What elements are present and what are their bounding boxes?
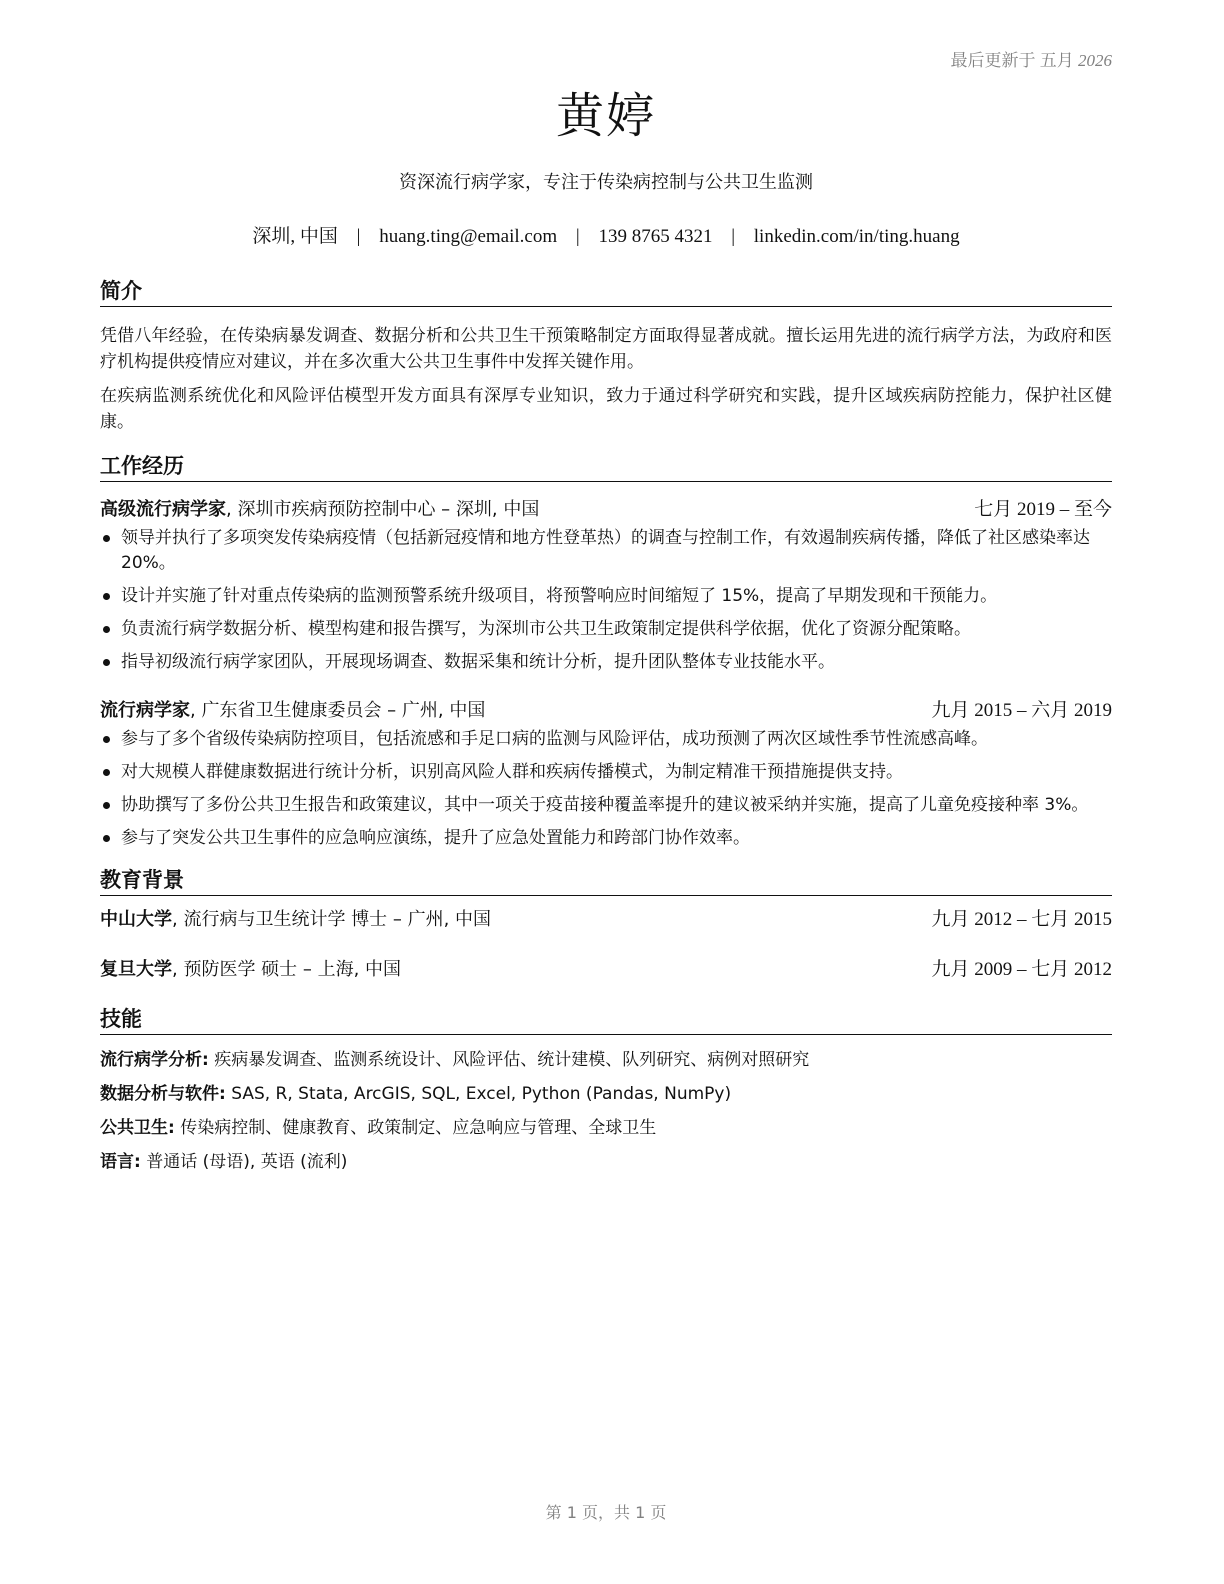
skill-value: 普通话 (母语), 英语 (流利) [140, 1152, 348, 1172]
job-title: 流行病学家 [100, 700, 190, 721]
skill-row [100, 1115, 1112, 1141]
contact-location: 深圳, 中国 [252, 226, 338, 247]
section-title-summary: 简介 [100, 276, 1112, 307]
contact-line [100, 223, 1112, 251]
job-organization: , 深圳市疾病预防控制中心 – 深圳, 中国 [226, 499, 540, 520]
section-title-skills: 技能 [100, 1004, 1112, 1035]
job-bullet: 指导初级流行病学家团队，开展现场调查、数据采集和统计分析，提升团队整体专业技能水平。 [100, 650, 1112, 675]
contact-separator: | [575, 226, 580, 247]
contact-separator: | [731, 226, 736, 247]
education-detail: , 预防医学 硕士 – 上海, 中国 [172, 959, 402, 980]
contact-linkedin[interactable]: linkedin.com/in/ting.huang [753, 226, 960, 247]
skill-row [100, 1047, 1112, 1073]
job-bullet: 参与了突发公共卫生事件的应急响应演练，提升了应急处置能力和跨部门协作效率。 [100, 826, 1112, 851]
contact-phone[interactable]: 139 8765 4321 [598, 226, 713, 247]
job-role-org [100, 496, 539, 524]
skill-label: 数据分析与软件: [100, 1084, 226, 1104]
education-school: 复旦大学 [100, 959, 172, 980]
education-entry [100, 906, 1112, 934]
section-title-experience: 工作经历 [100, 451, 1112, 482]
job-entry [100, 496, 1112, 675]
job-dates: 九月 2015 – 六月 2019 [931, 700, 1112, 721]
education-detail: , 流行病与卫生统计学 博士 – 广州, 中国 [172, 909, 492, 930]
skill-value: 传染病控制、健康教育、政策制定、应急响应与管理、全球卫生 [174, 1118, 657, 1138]
education-entry [100, 956, 1112, 984]
job-bullet: 负责流行病学数据分析、模型构建和报告撰写，为深圳市公共卫生政策制定提供科学依据，优化了资源分配策略。 [100, 617, 1112, 642]
summary-paragraph: 凭借八年经验，在传染病暴发调查、数据分析和公共卫生干预策略制定方面取得显著成就。擅长运用先进的流行病学方法，为政府和医疗机构提供疫情应对建议，并在多次重大公共卫生事件中发挥关键作用。 [100, 326, 1112, 372]
candidate-name: 黄婷 [555, 88, 656, 144]
job-header [100, 496, 1112, 524]
skill-label: 公共卫生: [100, 1118, 175, 1138]
job-dates: 七月 2019 – 至今 [974, 499, 1112, 520]
education-school-degree [100, 906, 491, 934]
job-bullet: 设计并实施了针对重点传染病的监测预警系统升级项目，将预警响应时间缩短了 15%，提高了早期发现和干预能力。 [100, 584, 1112, 609]
education-school-degree [100, 956, 401, 984]
resume-body [100, 276, 1112, 1183]
skill-row [100, 1081, 1112, 1107]
skill-value: SAS, R, Stata, ArcGIS, SQL, Excel, Python (Pandas, NumPy) [225, 1084, 732, 1104]
job-header [100, 697, 1112, 725]
last-updated [951, 46, 1113, 71]
page-footer: 第 1 页，共 1 页 [545, 1503, 667, 1522]
job-organization: , 广东省卫生健康委员会 – 广州, 中国 [190, 700, 486, 721]
job-role-org [100, 697, 485, 725]
education-dates: 九月 2009 – 七月 2012 [931, 959, 1112, 980]
job-entry [100, 697, 1112, 851]
section-title-education: 教育背景 [100, 865, 1112, 896]
candidate-headline: 资深流行病学家，专注于传染病控制与公共卫生监测 [399, 172, 813, 193]
job-bullet: 协助撰写了多份公共卫生报告和政策建议，其中一项关于疫苗接种覆盖率提升的建议被采纳并实施，提高了儿童免疫接种率 3%。 [100, 793, 1112, 818]
contact-separator: | [356, 226, 361, 247]
job-title: 高级流行病学家 [100, 499, 226, 520]
skill-label: 流行病学分析: [100, 1050, 209, 1070]
education-dates: 九月 2012 – 七月 2015 [931, 909, 1112, 930]
skill-label: 语言: [100, 1152, 141, 1172]
last-updated-label: 最后更新于 五月 [950, 51, 1074, 70]
skill-row [100, 1149, 1112, 1175]
last-updated-year: 2026 [1078, 51, 1112, 70]
education-school: 中山大学 [100, 909, 172, 930]
contact-email[interactable]: huang.ting@email.com [379, 226, 558, 247]
job-bullet: 对大规模人群健康数据进行统计分析，识别高风险人群和疾病传播模式，为制定精准干预措施提供支持。 [100, 760, 1112, 785]
summary-paragraph: 在疾病监测系统优化和风险评估模型开发方面具有深厚专业知识，致力于通过科学研究和实践，提升区域疾病防控能力，保护社区健康。 [100, 386, 1112, 432]
job-bullets [100, 526, 1112, 675]
job-bullet: 参与了多个省级传染病防控项目，包括流感和手足口病的监测与风险评估，成功预测了两次区域性季节性流感高峰。 [100, 727, 1112, 752]
skills-list [100, 1047, 1112, 1175]
summary-section [100, 323, 1112, 435]
skill-value: 疾病暴发调查、监测系统设计、风险评估、统计建模、队列研究、病例对照研究 [208, 1050, 810, 1070]
job-bullet: 领导并执行了多项突发传染病疫情（包括新冠疫情和地方性登革热）的调查与控制工作，有效遏制疾病传播，降低了社区感染率达 20%。 [100, 526, 1112, 576]
job-bullets [100, 727, 1112, 851]
resume-page [100, 0, 1112, 1584]
